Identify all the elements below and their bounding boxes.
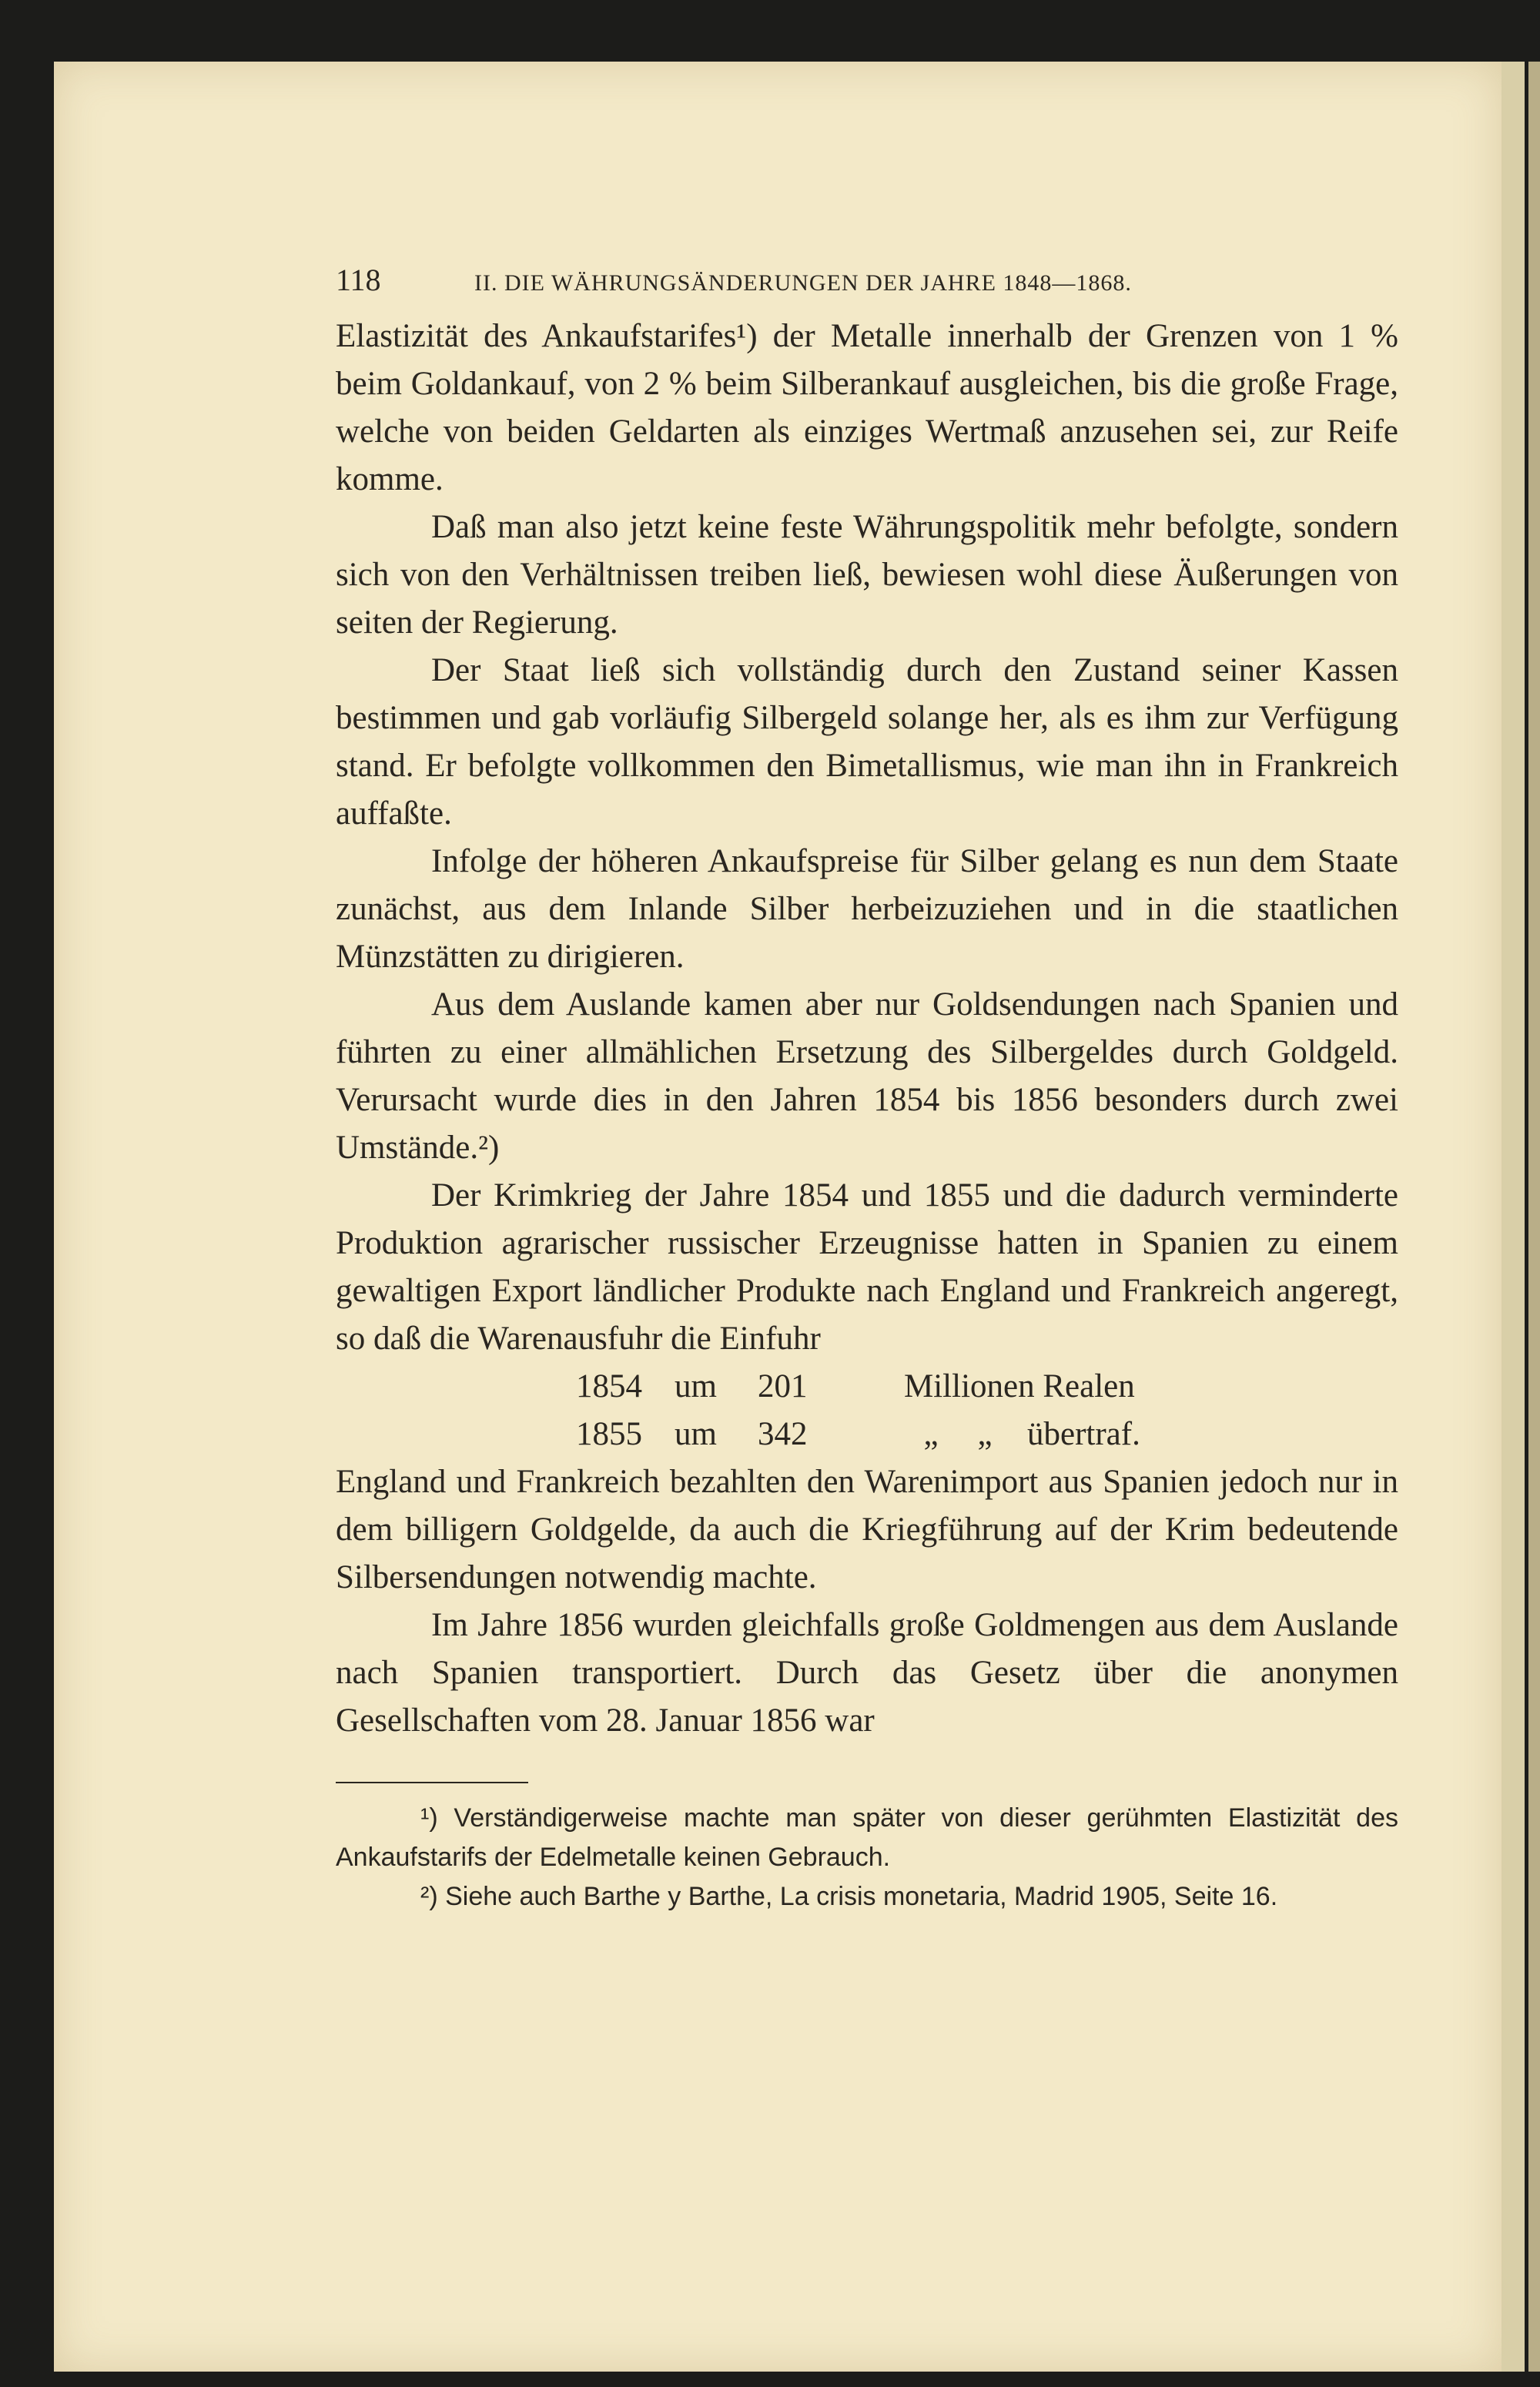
page-header	[336, 262, 1398, 308]
table-tail: übertraf.	[1027, 1416, 1140, 1452]
paragraph-8: Im Jahre 1856 wurden gleichfalls große Goldmengen aus dem Auslande nach Spanien transportiert. Durch das Gesetz über die anonymen Gesellschaften vom 28. Januar 1856 war	[336, 1607, 1398, 1739]
table-amount: 201	[758, 1368, 808, 1404]
table-um: um	[675, 1368, 717, 1404]
footnote-rule	[336, 1782, 528, 1783]
table-row	[336, 1411, 1398, 1458]
paragraph-5: Aus dem Auslande kamen aber nur Goldsendungen nach Spanien und führten zu einer allmählichen Ersetzung des Silbergeldes durch Goldgeld. Verursacht wurde dies in den Jahren 1854 bis 1856 besonders durch zwei Umstände.²)	[336, 986, 1398, 1166]
paragraph-1: Elastizität des Ankaufstarifes¹) der Metalle innerhalb der Grenzen von 1 % beim Goldankauf, von 2 % beim Silberankauf ausgleichen, bis die große Frage, welche von beiden Geldarten als einziges Wertmaß anzusehen sei, zur Reife komme.	[336, 318, 1398, 497]
footnote-2: ²) Siehe auch Barthe y Barthe, La crisis monetaria, Madrid 1905, Seite 16.	[420, 1882, 1278, 1911]
table-year: 1854	[576, 1368, 642, 1404]
paragraph-7: England und Frankreich bezahlten den Warenimport aus Spanien jedoch nur in dem billigern Goldgelde, da auch die Kriegführung auf der Krim bedeutende Silbersendungen notwendig machte.	[336, 1464, 1398, 1595]
footnotes	[336, 1799, 1398, 1917]
paragraph-6: Der Krimkrieg der Jahre 1854 und 1855 und die dadurch verminderte Produktion agrarischer russischer Erzeugnisse hatten in Spanien zu einem gewaltigen Export ländlicher Produkte nach England und Frankreich angeregt, so daß die Warenausfuhr die Einfuhr	[336, 1177, 1398, 1357]
table-unit: Millionen Realen	[904, 1368, 1135, 1404]
export-surplus-table	[336, 1363, 1398, 1458]
paragraph-3: Der Staat ließ sich vollständig durch den Zustand seiner Kassen bestimmen und gab vorläufig Silbergeld solange her, als es ihm zur Verfügung stand. Er befolgte vollkommen den Bimetallismus, wie man ihn in Frankreich auffaßte.	[336, 652, 1398, 832]
page-number: 118	[336, 263, 381, 297]
running-title: II. DIE WÄHRUNGSÄNDERUNGEN DER JAHRE 1848—1868.	[474, 270, 1132, 296]
footnote-1: ¹) Verständigerweise machte man später von dieser gerühmten Elastizität des Ankaufstarifs der Edelmetalle keinen Gebrauch.	[336, 1803, 1398, 1872]
paragraph-2: Daß man also jetzt keine feste Währungspolitik mehr befolgte, sondern sich von den Verhältnissen treiben ließ, bewiesen wohl diese Äußerungen von seiten der Regierung.	[336, 509, 1398, 641]
page-content	[336, 262, 1398, 1917]
paragraph-4: Infolge der höheren Ankaufspreise für Silber gelang es nun dem Staate zunächst, aus dem Inlande Silber herbeizuziehen und in die staatlichen Münzstätten zu dirigieren.	[336, 843, 1398, 975]
ditto-mark: „	[923, 1416, 939, 1452]
table-year: 1855	[576, 1416, 642, 1452]
table-um: um	[675, 1416, 717, 1452]
table-row	[336, 1363, 1398, 1411]
body-text	[336, 313, 1398, 1745]
next-page-edge	[1528, 62, 1540, 2372]
ditto-mark: „	[977, 1416, 993, 1452]
page-edge	[1502, 62, 1525, 2372]
table-amount: 342	[758, 1416, 808, 1452]
